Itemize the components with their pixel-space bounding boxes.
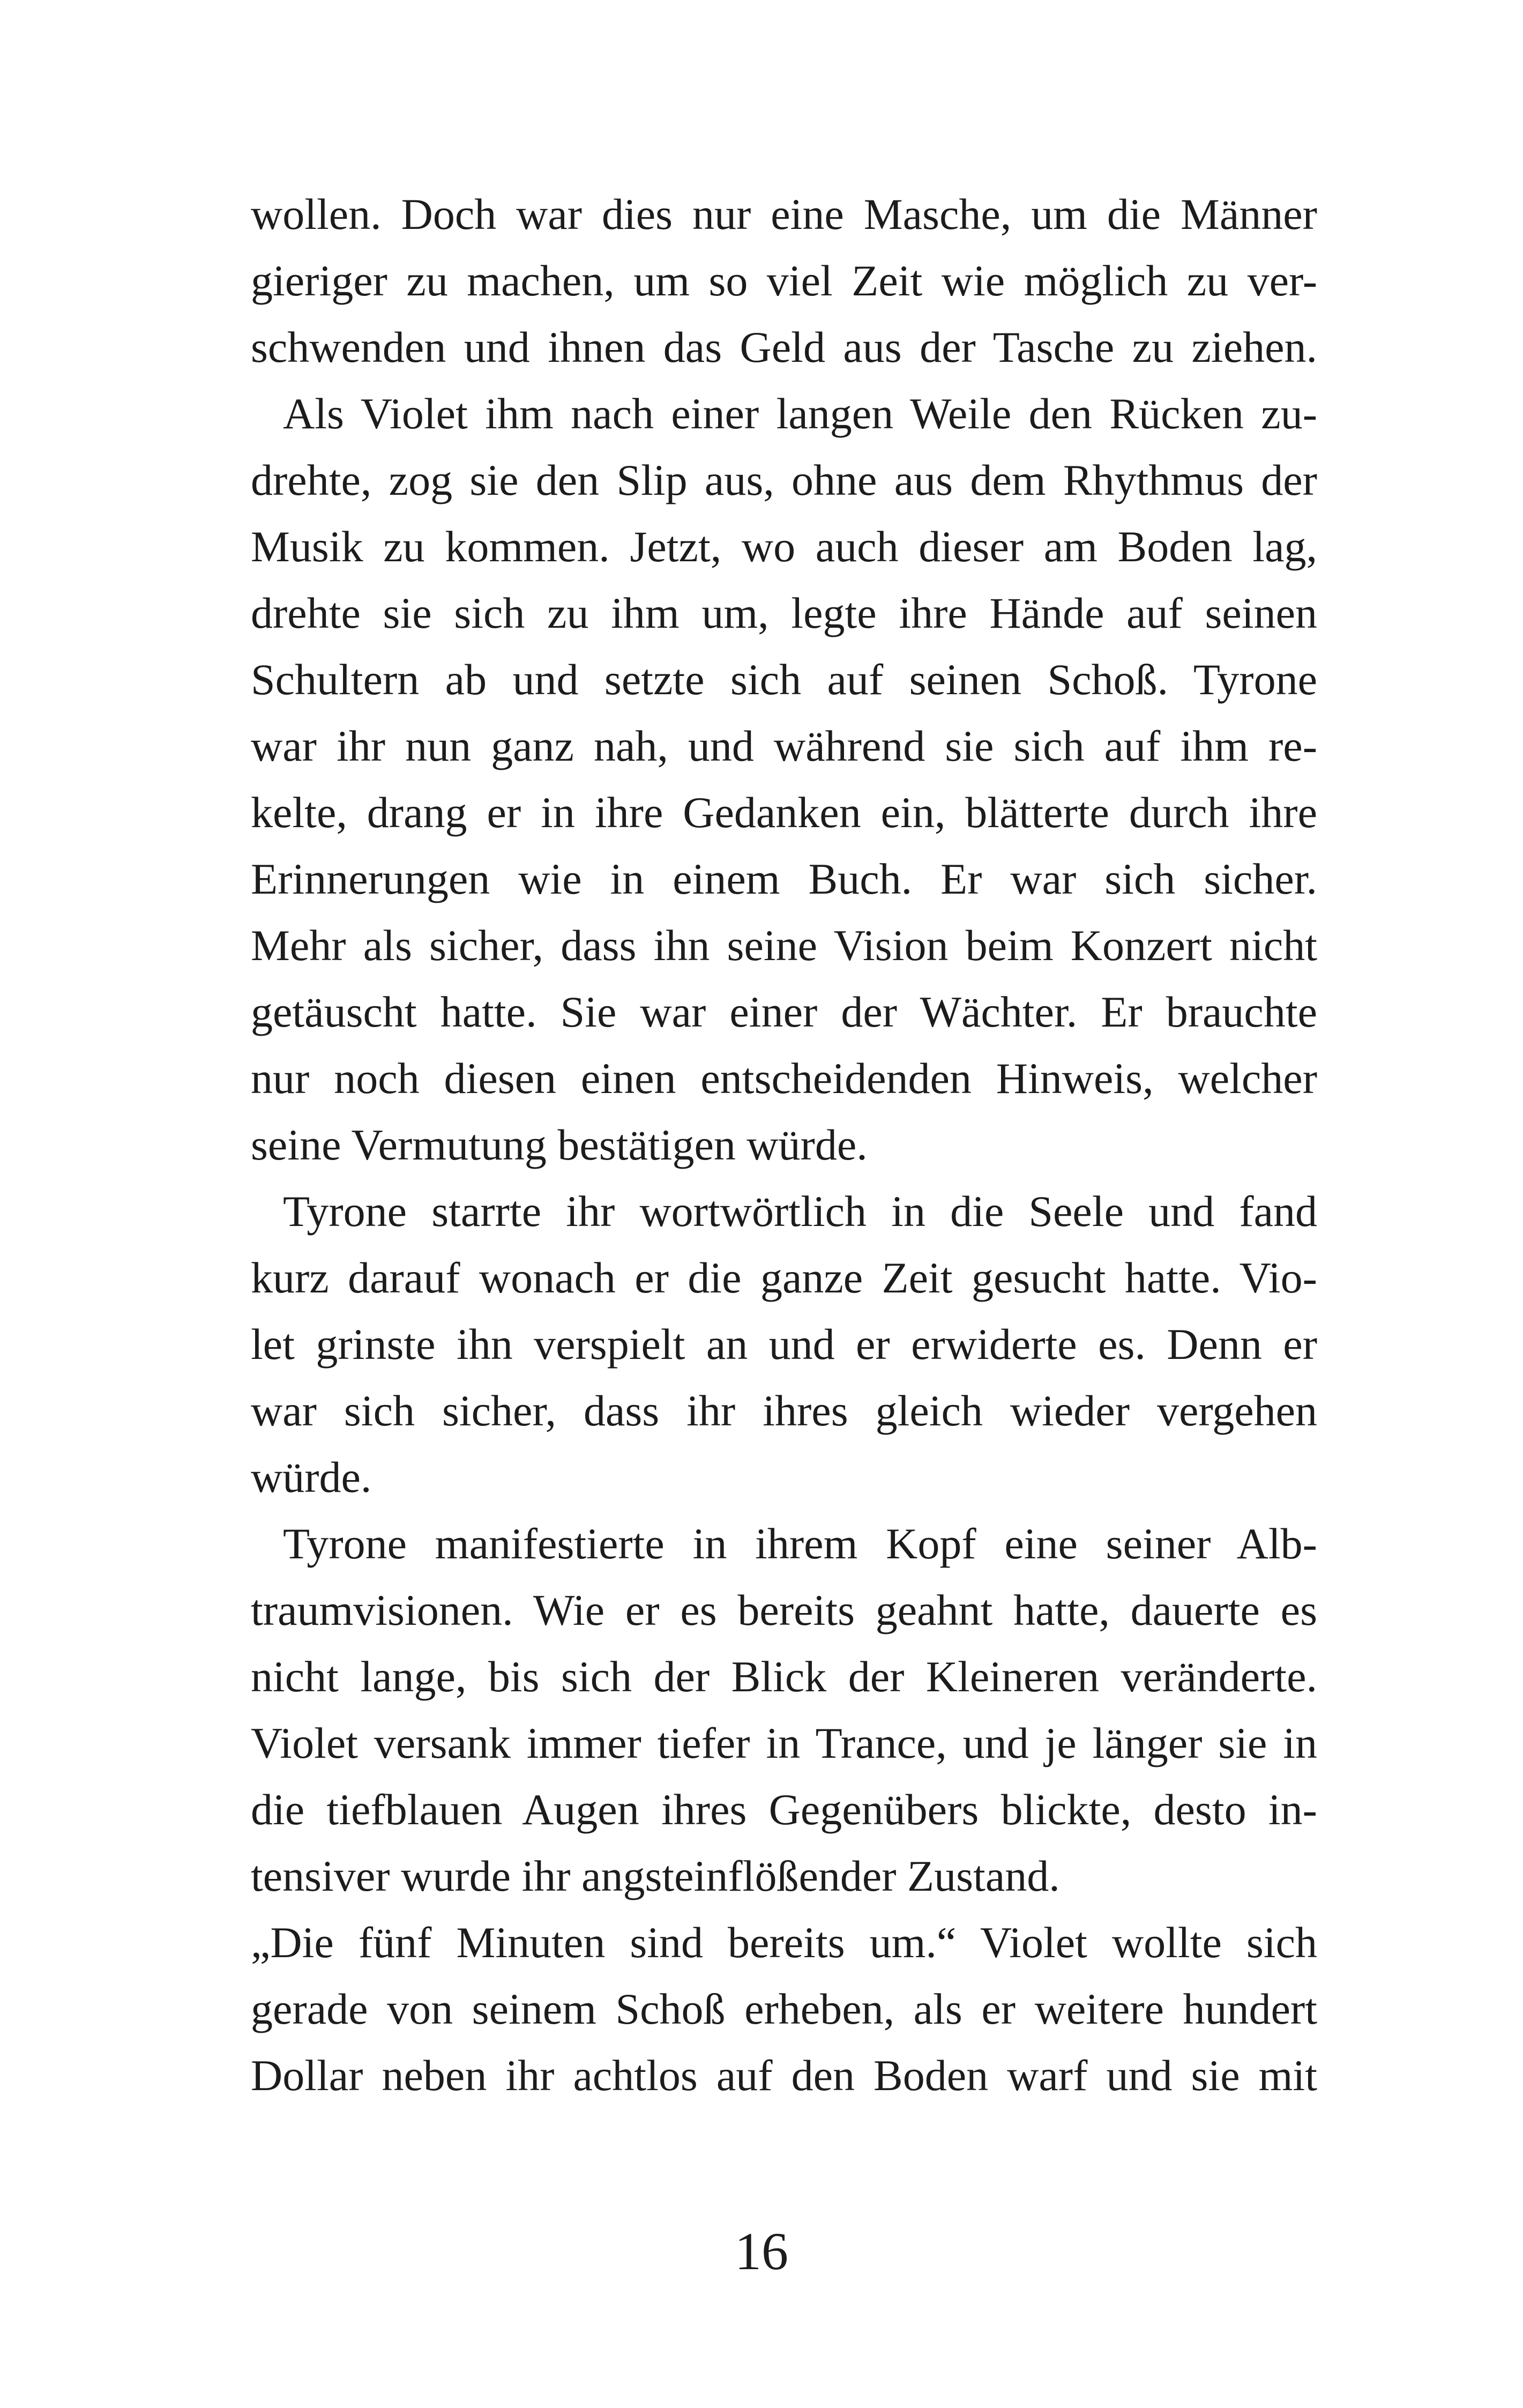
text-line: war ihr nun ganz nah, und während sie sich auf ihm re- xyxy=(251,722,1317,770)
text-line: Erinnerungen wie in einem Buch. Er war sich sicher. xyxy=(251,854,1317,903)
text-line: Tyrone starrte ihr wortwörtlich in die Seele und fand xyxy=(283,1187,1317,1236)
text-line: Tyrone manifestierte in ihrem Kopf eine seiner Alb- xyxy=(283,1519,1317,1568)
text-line: gerade von seinem Schoß erheben, als er weitere hundert xyxy=(251,1985,1317,2033)
text-line: drehte sie sich zu ihm um, legte ihre Hände auf seinen xyxy=(251,589,1317,637)
text-line: die tiefblauen Augen ihres Gegenübers blickte, desto in- xyxy=(251,1785,1317,1834)
text-line: war sich sicher, dass ihr ihres gleich wieder vergehen xyxy=(251,1386,1317,1435)
text-line: Mehr als sicher, dass ihn seine Vision beim Konzert nicht xyxy=(251,921,1317,970)
text-line: Als Violet ihm nach einer langen Weile den Rücken zu- xyxy=(283,389,1317,438)
text-line: Musik zu kommen. Jetzt, wo auch dieser am Boden lag, xyxy=(251,522,1317,571)
text-line: gieriger zu machen, um so viel Zeit wie möglich zu ver- xyxy=(251,256,1317,305)
text-line: nur noch diesen einen entscheidenden Hinweis, welcher xyxy=(251,1054,1317,1103)
page-number: 16 xyxy=(735,2221,788,2281)
text-line: würde. xyxy=(251,1453,372,1502)
text-line: wollen. Doch war dies nur eine Masche, um die Männer xyxy=(251,190,1317,239)
text-line: getäuscht hatte. Sie war einer der Wächter. Er brauchte xyxy=(251,987,1317,1036)
text-line: kelte, drang er in ihre Gedanken ein, blätterte durch ihre xyxy=(251,788,1317,837)
body-text xyxy=(251,181,1317,2109)
text-line: let grinste ihn verspielt an und er erwiderte es. Denn er xyxy=(251,1320,1317,1369)
text-line: drehte, zog sie den Slip aus, ohne aus dem Rhythmus der xyxy=(251,456,1317,504)
text-line: traumvisionen. Wie er es bereits geahnt hatte, dauerte es xyxy=(251,1586,1317,1634)
text-line: Dollar neben ihr achtlos auf den Boden warf und sie mit xyxy=(251,2051,1317,2100)
text-line: Violet versank immer tiefer in Trance, und je länger sie in xyxy=(251,1719,1317,1767)
text-line: schwenden und ihnen das Geld aus der Tasche zu ziehen. xyxy=(251,323,1317,371)
text-line: Schultern ab und setzte sich auf seinen Schoß. Tyrone xyxy=(251,655,1317,704)
text-line: nicht lange, bis sich der Blick der Kleineren veränderte. xyxy=(251,1652,1317,1701)
text-line: kurz darauf wonach er die ganze Zeit gesucht hatte. Vio- xyxy=(251,1253,1317,1302)
text-line: „Die fünf Minuten sind bereits um.“ Violet wollte sich xyxy=(251,1918,1317,1967)
text-line: tensiver wurde ihr angsteinflößender Zustand. xyxy=(251,1852,1060,1900)
text-line: seine Vermutung bestätigen würde. xyxy=(251,1120,868,1169)
